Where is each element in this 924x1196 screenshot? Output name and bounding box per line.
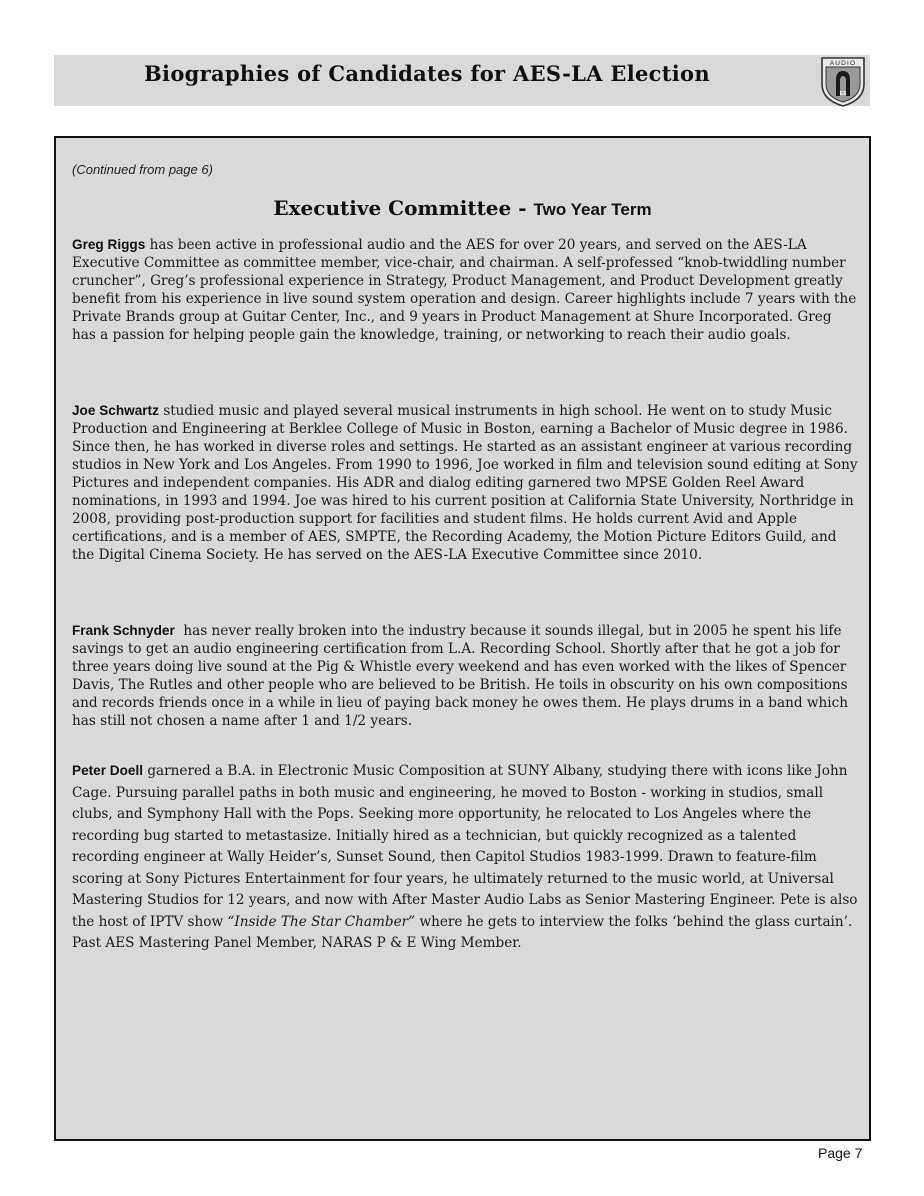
- bio-name: Greg Riggs: [72, 237, 146, 252]
- bio-text-after: where he gets to interview the folks ‘behind the glass curtain’. Past AES Mastering Panel Member, NARAS P & E Wing Member.: [72, 913, 853, 951]
- section-heading-separator: -: [511, 196, 534, 220]
- logo-text-top: AUDIO: [829, 60, 857, 67]
- aes-logo-icon: [816, 54, 870, 108]
- page-number: Page 7: [818, 1145, 863, 1161]
- bio-show-title: “Inside The Star Chamber”: [227, 913, 416, 930]
- bio-joe-schwartz: [72, 402, 858, 564]
- bio-text: garnered a B.A. in Electronic Music Composition at SUNY Albany, studying there with icons like John Cage. Pursuing parallel paths in both music and engineering, he moved to Boston - working in studios, small clubs, and Symphony Hall with the Pops. Seeking more opportunity, he relocated to Los Angeles where the recording bug started to metastasize. Initially hired as a technician, but quickly recognized as a talented recording engineer at Wally Heider’s, Sunset Sound, then Capitol Studios 1983-1999. Drawn to feature-film scoring at Sony Pictures Entertainment for four years, he ultimately returned to the music world, at Universal Mastering Studios for 12 years, and now with After Master Audio Labs as Senior Mastering Engineer. Pete is also the host of IPTV show: [72, 763, 858, 930]
- bio-peter-doell: [72, 760, 858, 955]
- logo-text-bottom: ES: [839, 91, 847, 97]
- bio-text: has never really broken into the industry because it sounds illegal, but in 2005 he spent his life savings to get an audio engineering certification from L.A. Recording School. Shortly after that he got a job for three years doing live sound at the Pig & Whistle every weekend and has even worked with the likes of Spencer Davis, The Rutles and other people who are believed to be British. He toils in obscurity on his own compositions and records friends once in a while in lieu of paying back money he owes them. He plays drums in a band which has still not chosen a name after 1 and 1/2 years.: [72, 623, 853, 729]
- bio-greg-riggs: [72, 236, 858, 344]
- bio-text: studied music and played several musical instruments in high school. He went on to study Music Production and Engineering at Berklee College of Music in Boston, earning a Bachelor of Music degree in 1986. Since then, he has worked in diverse roles and settings. He started as an assistant engineer at various recording studios in New York and Los Angeles. From 1990 to 1996, Joe worked in film and television sound editing at Sony Pictures and independent companies. His ADR and dialog editing garnered two MPSE Golden Reel Award nominations, in 1993 and 1994. Joe was hired to his current position at California State University, Northridge in 2008, providing post-production support for facilities and student films. He holds current Avid and Apple certifications, and is a member of AES, SMPTE, the Recording Academy, the Motion Picture Editors Guild, and the Digital Cinema Society. He has served on the AES-LA Executive Committee since 2010.: [72, 403, 858, 563]
- section-heading: [56, 196, 869, 220]
- section-heading-sub: Two Year Term: [533, 200, 652, 219]
- content-panel: [54, 136, 871, 1141]
- bio-text: has been active in professional audio and the AES for over 20 years, and served on the AES-LA Executive Committee as committee member, vice-chair, and chairman. A self-professed “knob-twiddling number cruncher”, Greg’s professional experience in Strategy, Product Management, and Product Development greatly benefit from his experience in live sound system operation and design. Career highlights include 7 years with the Private Brands group at Guitar Center, Inc., and 9 years in Product Management at Shure Incorporated. Greg has a passion for helping people gain the knowledge, training, or networking to reach their audio goals.: [72, 237, 857, 343]
- bio-frank-schnyder: [72, 622, 858, 730]
- section-heading-main: Executive Committee: [273, 196, 512, 220]
- continued-note: (Continued from page 6): [72, 162, 213, 177]
- bio-name: Frank Schnyder: [72, 623, 175, 638]
- bio-name: Peter Doell: [72, 763, 144, 778]
- page-title: Biographies of Candidates for AES-LA Election: [144, 61, 710, 86]
- page-header: [54, 55, 870, 106]
- bio-name: Joe Schwartz: [72, 403, 159, 418]
